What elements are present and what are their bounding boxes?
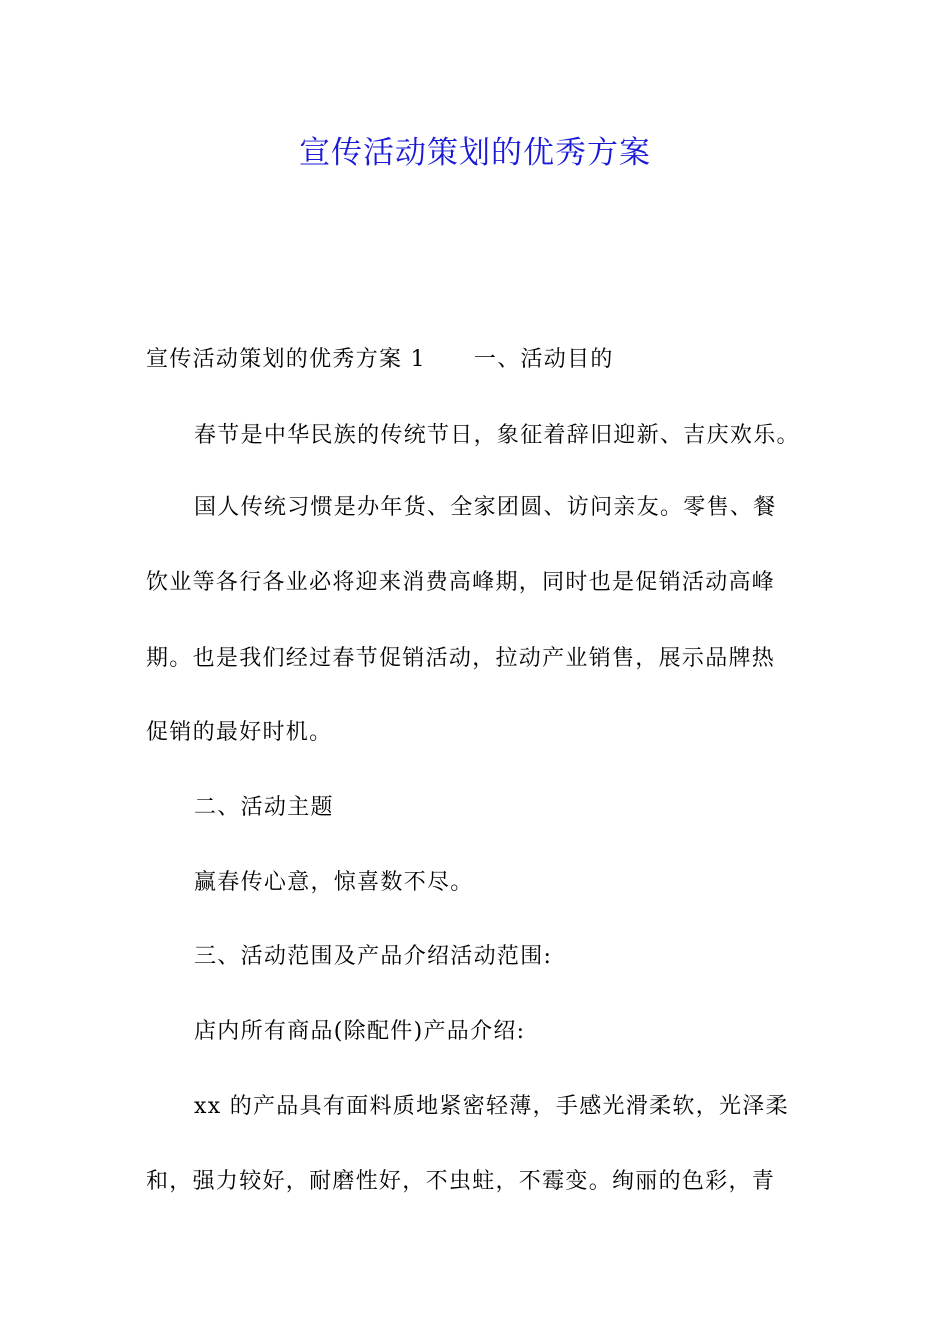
paragraph-line: 赢春传心意，惊喜数不尽。 [194, 870, 474, 895]
section-heading-purpose: 一、活动目的 [473, 347, 614, 372]
paragraph-line: 春节是中华民族的传统节日，象征着辞旧迎新、吉庆欢乐。 [194, 423, 800, 448]
paragraph-line: 和，强力较好，耐磨性好，不虫蛀，不霉变。绚丽的色彩，青 [146, 1169, 776, 1194]
paragraph-line: 期。也是我们经过春节促销活动，拉动产业销售，展示品牌热 [146, 646, 776, 671]
paragraph-line: 饮业等各行各业必将迎来消费高峰期，同时也是促销活动高峰 [146, 570, 776, 595]
paragraph-line: 国人传统习惯是办年货、全家团圆、访问亲友。零售、餐 [194, 495, 777, 520]
paragraph-line: 促销的最好时机。 [146, 720, 333, 745]
document-title: 宣传活动策划的优秀方案 [299, 135, 651, 171]
paragraph-line: xx 的产品具有面料质地紧密轻薄，手感光滑柔软，光泽柔 [194, 1094, 789, 1119]
section-heading-scope: 三、活动范围及产品介绍活动范围: [194, 944, 553, 969]
section-label: 宣传活动策划的优秀方案 1 [146, 347, 426, 372]
paragraph-line: 店内所有商品(除配件)产品介绍: [194, 1019, 526, 1044]
section-heading-theme: 二、活动主题 [194, 795, 334, 820]
paragraph-line-heading [146, 342, 806, 378]
